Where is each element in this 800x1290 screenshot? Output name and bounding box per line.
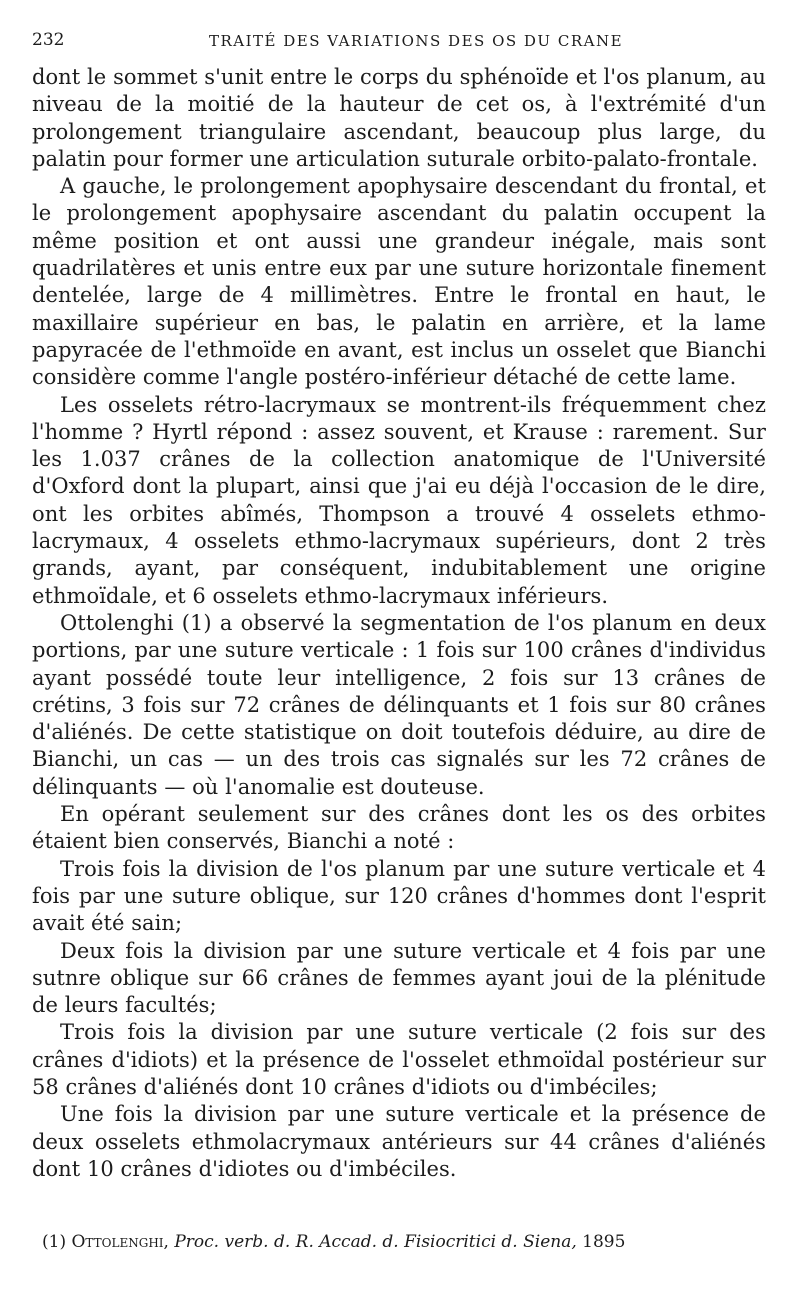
list-item: Trois fois la division de l'os planum par une suture verticale et 4 fois par une suture oblique, sur 120 crânes d'hommes dont l'esprit avait été sain; xyxy=(32,856,766,936)
list-item: Deux fois la division par une suture verticale et 4 fois par une sutnre oblique sur 66 crânes de femmes ayant joui de la plénitude de leurs facultés; xyxy=(32,938,766,1018)
paragraph: A gauche, le prolongement apophysaire descendant du frontal, et le prolongement apophysaire ascendant du palatin occupent la même position et ont aussi une grandeur inégale, mais sont quadrilatères et unis entre eux par une suture horizontale finement dentelée, large de 4 millimètres. Entre le frontal en haut, le maxillaire supérieur en bas, le palatin en arrière, et la lame papyracée de l'ethmoïde en avant, est inclus un osselet que Bianchi considère comme l'angle postéro-inférieur détaché de cette lame. xyxy=(32,174,766,390)
list-item: Une fois la division par une suture verticale et la présence de deux osselets ethmolacrymaux antérieurs sur 44 crânes d'aliénés dont 10 crânes d'idiotes ou d'imbéciles. xyxy=(32,1102,766,1181)
page-number: 232 xyxy=(32,30,65,50)
paragraph: Les osselets rétro-lacrymaux se montrent-ils fréquemment chez l'homme ? Hyrtl répond : assez souvent, et Krause : rarement. Sur les 1.037 crânes de la collection anatomique de l'Université d'Oxford dont la plupart, ainsi que j'ai eu déjà l'occasion de le dire, ont les orbites abîmés, Thompson a trouvé 4 osselets ethmo-lacrymaux, 4 osselets ethmo-lacrymaux supérieurs, dont 2 très grands, ayant, par conséquent, indubitablement une origine ethmoïdale, et 6 osselets ethmo-lacrymaux inférieurs. xyxy=(32,392,766,608)
footnote-journal: Proc. verb. d. R. Accad. d. Fisiocritici d. Siena, xyxy=(174,1232,577,1252)
list-item: Trois fois la division par une suture verticale (2 fois sur des crânes d'idiots) et la présence de l'osselet ethmoïdal postérieur sur 58 crânes d'aliénés dont 10 crânes d'idiots ou d'imbéciles; xyxy=(32,1020,766,1099)
footnote-author: Ottolenghi, xyxy=(71,1232,169,1252)
running-title: TRAITÉ DES VARIATIONS DES OS DU CRANE xyxy=(208,32,624,50)
footnote-marker: (1) xyxy=(42,1232,67,1252)
body-text xyxy=(32,64,766,1183)
footnote-year: 1895 xyxy=(582,1232,626,1252)
paragraph: Ottolenghi (1) a observé la segmentation de l'os planum en deux portions, par une suture verticale : 1 fois sur 100 crânes d'individus ayant possédé toute leur intelligence, 2 fois sur 13 crânes de crétins, 3 fois sur 72 crânes de délinquants et 1 fois sur 80 crânes d'aliénés. De cette statistique on doit toutefois déduire, au dire de Bianchi, un cas — un des trois cas signalés sur les 72 crânes de délinquants — où l'anomalie est douteuse. xyxy=(32,610,766,799)
paragraph: dont le sommet s'unit entre le corps du sphénoïde et l'os planum, au niveau de la moitié de la hauteur de cet os, à l'extrémité d'un prolongement triangulaire ascendant, beaucoup plus large, du palatin pour former une articulation suturale orbito-palato-frontale. xyxy=(32,65,766,171)
paragraph: En opérant seulement sur des crânes dont les os des orbites étaient bien conservés, Bianchi a noté : xyxy=(32,802,766,854)
page-header xyxy=(32,30,760,54)
footnote xyxy=(42,1230,766,1254)
